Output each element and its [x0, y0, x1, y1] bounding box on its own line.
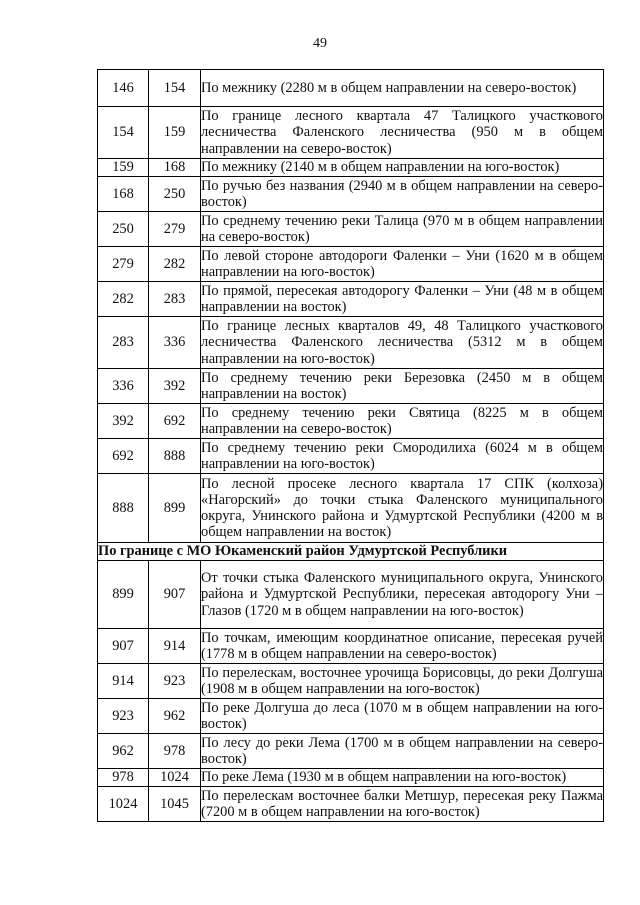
to-point: 279 [149, 212, 201, 247]
table-row [98, 159, 604, 177]
to-point: 1045 [149, 787, 201, 822]
table-row [98, 317, 604, 369]
table-row [98, 247, 604, 282]
table-row [98, 629, 604, 664]
boundary-description: По лесной просеке лесного квартала 17 СПК (колхоза) «Нагорский» до точки стыка Фаленского муниципального округа, Унинского района и Удмуртской Республики (4200 м в общем направлении на восток) [201, 474, 604, 543]
boundary-description: По перелескам, восточнее урочища Борисовцы, до реки Долгуша (1908 м в общем направлении на юго-восток) [201, 664, 603, 697]
table-row [98, 787, 604, 822]
from-point: 168 [98, 177, 149, 212]
table-row [98, 107, 604, 159]
table-row [98, 664, 604, 699]
to-point: 168 [149, 159, 201, 177]
page-number: 49 [313, 36, 327, 51]
from-point: 978 [98, 769, 149, 787]
boundary-description: По ручью без названия (2940 м в общем направлении на северо-восток) [201, 177, 603, 210]
to-point: 250 [149, 177, 201, 212]
to-point: 907 [149, 561, 201, 629]
to-point: 283 [149, 282, 201, 317]
from-point: 899 [98, 561, 149, 629]
from-point: 888 [98, 474, 149, 543]
boundary-description: По прямой, пересекая автодорогу Фаленки – Уни (48 м в общем направлении на восток) [201, 282, 603, 315]
boundary-description: По среднему течению реки Святица (8225 м в общем направлении на северо-восток) [201, 404, 603, 437]
boundary-description: По лесу до реки Лема (1700 м в общем направлении на северо-восток) [201, 734, 603, 767]
from-point: 923 [98, 699, 149, 734]
to-point: 899 [149, 474, 201, 543]
boundary-table [97, 69, 604, 822]
table-row [98, 474, 604, 543]
to-point: 888 [149, 439, 201, 474]
boundary-description: По границе лесных кварталов 49, 48 Талицкого участкового лесничества Фаленского лесничества (5312 м в общем направлении на юго-восток) [201, 318, 603, 367]
to-point: 336 [149, 317, 201, 369]
table-row [98, 282, 604, 317]
boundary-description: От точки стыка Фаленского муниципального округа, Унинского района и Удмуртской Республики, пересекая автодорогу Уни – Глазов (1720 м в общем направлении на юго-восток) [201, 561, 604, 629]
boundary-description: По границе лесного квартала 47 Талицкого участкового лесничества Фаленского лесничества (950 м в общем направлении на северо-восток) [201, 108, 603, 157]
from-point: 146 [98, 70, 149, 107]
table-row [98, 769, 604, 787]
to-point: 159 [149, 107, 201, 159]
to-point: 154 [149, 70, 201, 107]
from-point: 907 [98, 629, 149, 664]
from-point: 154 [98, 107, 149, 159]
to-point: 692 [149, 404, 201, 439]
section-header-row [98, 543, 604, 561]
from-point: 282 [98, 282, 149, 317]
to-point: 392 [149, 369, 201, 404]
table-row [98, 404, 604, 439]
from-point: 392 [98, 404, 149, 439]
from-point: 1024 [98, 787, 149, 822]
section-title: По границе с МО Юкаменский район Удмуртской Республики [98, 543, 604, 561]
table-row [98, 369, 604, 404]
table-row [98, 177, 604, 212]
boundary-description: По среднему течению реки Талица (970 м в общем направлении на северо-восток) [201, 212, 603, 245]
boundary-description: По левой стороне автодороги Фаленки – Уни (1620 м в общем направлении на юго-восток) [201, 247, 603, 280]
to-point: 978 [149, 734, 201, 769]
from-point: 159 [98, 159, 149, 177]
boundary-description: По реке Лема (1930 м в общем направлении на юго-восток) [201, 769, 604, 787]
table-row [98, 561, 604, 629]
table-row [98, 699, 604, 734]
boundary-description: По среднему течению реки Березовка (2450 м в общем направлении на восток) [201, 369, 603, 402]
boundary-description: По точкам, имеющим координатное описание, пересекая ручей (1778 м в общем направлении на северо-восток) [201, 629, 603, 662]
boundary-description: По межнику (2140 м в общем направлении на юго-восток) [201, 159, 604, 177]
table-row [98, 734, 604, 769]
from-point: 250 [98, 212, 149, 247]
boundary-description: По перелескам восточнее балки Метшур, пересекая реку Пажма (7200 м в общем направлении на юго-восток) [201, 787, 603, 820]
table-row [98, 70, 604, 107]
to-point: 962 [149, 699, 201, 734]
table-row [98, 212, 604, 247]
to-point: 282 [149, 247, 201, 282]
boundary-description: По межнику (2280 м в общем направлении на северо-восток) [201, 70, 604, 107]
from-point: 283 [98, 317, 149, 369]
to-point: 914 [149, 629, 201, 664]
from-point: 692 [98, 439, 149, 474]
table-row [98, 439, 604, 474]
boundary-description: По среднему течению реки Смородилиха (6024 м в общем направлении на юго-восток) [201, 439, 603, 472]
to-point: 923 [149, 664, 201, 699]
from-point: 336 [98, 369, 149, 404]
from-point: 962 [98, 734, 149, 769]
from-point: 279 [98, 247, 149, 282]
to-point: 1024 [149, 769, 201, 787]
from-point: 914 [98, 664, 149, 699]
boundary-description: По реке Долгуша до леса (1070 м в общем направлении на юго-восток) [201, 699, 603, 732]
